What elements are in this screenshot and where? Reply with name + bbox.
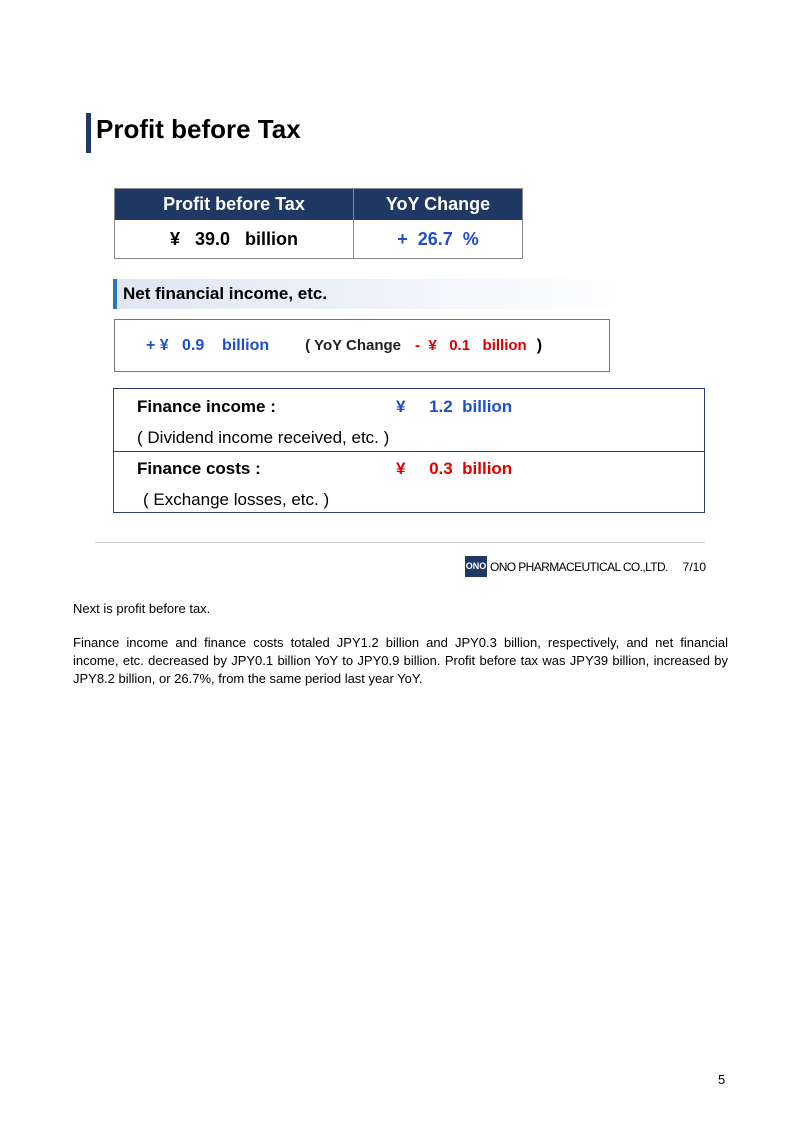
slide-page-number: 7/10 <box>682 559 706 574</box>
slide-title: Profit before Tax <box>96 114 301 144</box>
net-value: + ¥ 0.9 billion <box>146 336 270 354</box>
paragraph-body: Finance income and finance costs totaled JPY1.2 billion and JPY0.3 billion, respectively, and net financial income, etc. decreased by JPY0.1 billion YoY to JPY0.9 billion. Profit before tax was JPY39 billion, increased by JPY8.2 billion, or 26.7%, from the same period last year YoY. <box>73 635 728 686</box>
profit-value: ¥ 39.0 billion <box>169 229 299 249</box>
divider <box>114 451 704 452</box>
header-profit: Profit before Tax <box>115 189 353 220</box>
finance-details-box <box>113 388 705 513</box>
title-accent-bar <box>86 113 91 153</box>
finance-income-amount: ¥ 1.2 billion <box>396 397 513 416</box>
header-yoy: YoY Change <box>354 189 522 220</box>
finance-income-label: Finance income : <box>137 397 276 416</box>
page-number: 5 <box>718 1072 726 1087</box>
paragraph-intro: Next is profit before tax. <box>73 601 211 616</box>
finance-costs-label: Finance costs : <box>137 459 261 478</box>
summary-table <box>114 188 523 259</box>
yoy-value: + 26.7 % <box>397 229 479 249</box>
finance-costs-note: ( Exchange losses, etc. ) <box>143 490 330 509</box>
section-title: Net financial income, etc. <box>113 279 643 309</box>
slide-footer <box>465 556 706 577</box>
net-yoy-label: ( YoY Change <box>305 337 402 354</box>
column-divider <box>353 189 354 259</box>
company-name: ONO PHARMACEUTICAL CO.,LTD. <box>490 559 668 574</box>
footer-rule <box>95 542 705 543</box>
net-financial-box <box>114 319 610 372</box>
finance-income-note: ( Dividend income received, etc. ) <box>137 428 390 447</box>
ono-logo: ONO <box>465 556 487 577</box>
net-yoy-value: - ¥ 0.1 billion <box>415 337 527 354</box>
finance-costs-amount: ¥ 0.3 billion <box>396 459 513 478</box>
net-yoy-close: ) <box>536 336 543 354</box>
